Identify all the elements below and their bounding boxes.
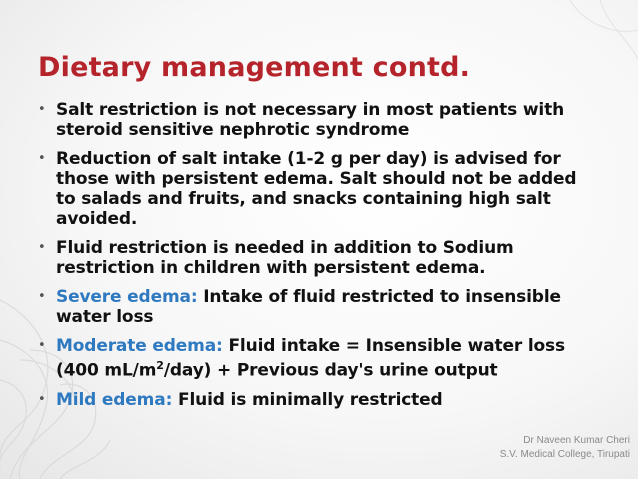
bullet-text-after: /day) + Previous day's urine output	[163, 360, 498, 381]
footer-institution: S.V. Medical College, Tirupati	[499, 449, 630, 460]
bullet-text: Fluid is minimally restricted	[172, 389, 443, 410]
bullet-icon: •	[38, 289, 46, 304]
bullet-lead-term: Mild edema:	[56, 389, 173, 410]
bullet-text: Fluid restriction is needed in addition to Sodium restriction in children with persistent edema.	[56, 238, 514, 278]
footer-credit	[500, 434, 630, 462]
bullet-item	[38, 390, 598, 410]
bullet-item	[38, 336, 598, 381]
bullet-text: Reduction of salt intake (1-2 g per day) is advised for those with persistent edema. Salt should not be added to salads and fruits, and snacks containing high salt avoided.	[56, 149, 577, 229]
bullet-text: Intake of fluid restricted to insensible water loss	[56, 287, 561, 327]
bullet-item	[38, 238, 598, 278]
bullet-lead-term: Moderate edema:	[56, 336, 223, 356]
bullet-icon: •	[38, 391, 46, 407]
bullet-icon: •	[38, 151, 46, 166]
bullet-icon: •	[38, 338, 46, 353]
footer-author: Dr Naveen Kumar Cheri	[523, 435, 630, 446]
bullet-list	[38, 100, 598, 419]
bullet-item	[38, 149, 598, 229]
bullet-superscript: 2	[156, 359, 164, 372]
bullet-item	[38, 287, 598, 327]
slide-title: Dietary management contd.	[38, 52, 471, 83]
bullet-icon: •	[38, 102, 46, 117]
bullet-text: Salt restriction is not necessary in most patients with steroid sensitive nephrotic syndrome	[56, 100, 565, 140]
bullet-lead-term: Severe edema:	[56, 287, 198, 307]
bullet-icon: •	[38, 240, 46, 255]
bullet-text: Fluid intake = Insensible water loss (400 mL/m	[56, 336, 565, 381]
bullet-item	[38, 100, 598, 140]
